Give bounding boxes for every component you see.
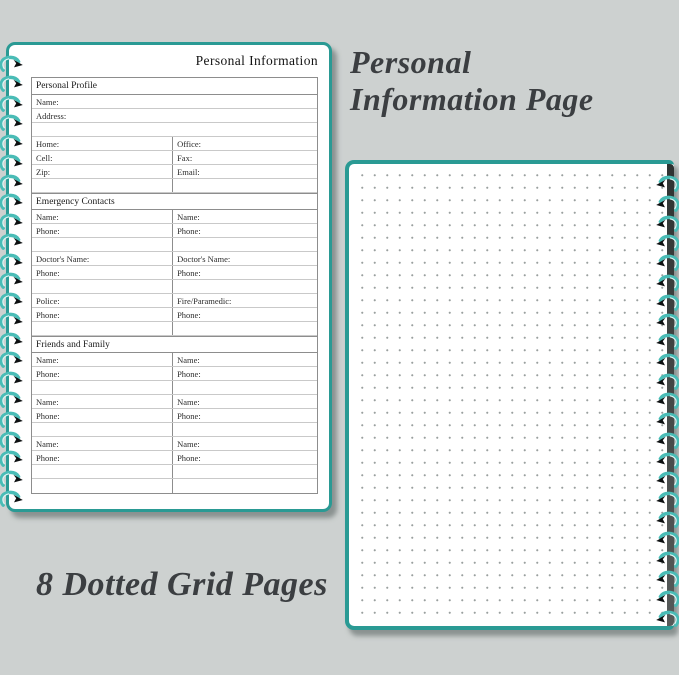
field-label: Name: (177, 438, 200, 449)
form-row (32, 409, 317, 423)
form-row (32, 109, 317, 123)
spiral-coil-icon (653, 551, 679, 568)
spiral-coil-icon (653, 195, 679, 212)
spiral-coil-icon (0, 75, 26, 92)
spiral-coil-icon (0, 233, 26, 250)
field-label (32, 479, 173, 493)
field-label: Phone: (32, 367, 173, 380)
caption-line-2: Information Page (350, 81, 594, 117)
form-row (32, 451, 317, 465)
section-header (32, 193, 317, 210)
field-label: Cell: (32, 151, 173, 164)
form-row (32, 224, 317, 238)
form-row (32, 367, 317, 381)
field-label: Name: (36, 96, 59, 107)
spiral-coil-icon (653, 392, 679, 409)
form-row (32, 395, 317, 409)
field-label: Name: (32, 437, 173, 450)
spiral-coil-icon (0, 431, 26, 448)
spiral-coil-icon (653, 531, 679, 548)
field-label: Phone: (32, 266, 173, 279)
field-label: Name: (32, 210, 173, 223)
spiral-coil-icon (0, 253, 26, 270)
field-label (173, 423, 317, 436)
form-row (32, 266, 317, 280)
personal-info-notebook (6, 42, 332, 512)
form-row (32, 95, 317, 109)
form-row (32, 381, 317, 395)
spiral-coil-icon (0, 371, 26, 388)
section-title: Emergency Contacts (36, 196, 115, 207)
form-row (32, 137, 317, 151)
field-label: Phone: (177, 410, 201, 421)
spiral-coil-icon (653, 215, 679, 232)
spiral-coil-icon (0, 312, 26, 329)
spiral-coil-icon (0, 154, 26, 171)
caption-line-1: Personal (350, 44, 472, 80)
form-row (32, 280, 317, 294)
field-label: Phone: (177, 309, 201, 320)
field-label: Name: (177, 211, 200, 222)
field-label: Home: (32, 137, 173, 150)
spiral-binding-left (0, 55, 26, 507)
caption-personal-information-page (350, 44, 594, 118)
form-row (32, 179, 317, 193)
dotted-grid-notebook (345, 160, 674, 630)
field-label: Police: (32, 294, 173, 307)
form-row (32, 238, 317, 252)
field-label: Office: (177, 138, 201, 149)
caption-dotted-grid-pages: 8 Dotted Grid Pages (36, 566, 328, 603)
field-label: Name: (32, 395, 173, 408)
field-label: Fax: (177, 152, 193, 163)
page-title: Personal Information (195, 53, 318, 68)
form-row (32, 353, 317, 367)
field-label (173, 280, 317, 293)
section-header (32, 336, 317, 353)
section-header (32, 78, 317, 95)
field-label: Fire/Paramedic: (177, 295, 232, 306)
dot-grid-page (351, 166, 664, 624)
form-row (32, 252, 317, 266)
field-label: Name: (177, 354, 200, 365)
spiral-coil-icon (0, 134, 26, 151)
field-label: Phone: (32, 224, 173, 237)
spiral-coil-icon (0, 411, 26, 428)
spiral-coil-icon (653, 452, 679, 469)
spiral-coil-icon (653, 412, 679, 429)
field-label (173, 381, 317, 394)
spiral-coil-icon (0, 332, 26, 349)
spiral-coil-icon (0, 272, 26, 289)
field-label: Phone: (177, 368, 201, 379)
field-label: Name: (177, 396, 200, 407)
field-label (173, 479, 317, 493)
field-label (173, 238, 317, 251)
field-label: Address: (36, 110, 67, 121)
field-label (32, 179, 173, 192)
field-label: Name: (32, 353, 173, 366)
spiral-coil-icon (653, 353, 679, 370)
form-row (32, 308, 317, 322)
spiral-coil-icon (653, 294, 679, 311)
form-row (32, 423, 317, 437)
field-label (173, 179, 317, 192)
spiral-coil-icon (0, 292, 26, 309)
spiral-coil-icon (653, 471, 679, 488)
field-label: Doctor's Name: (32, 252, 173, 265)
form-row (32, 210, 317, 224)
spiral-coil-icon (0, 213, 26, 230)
spiral-coil-icon (0, 95, 26, 112)
form-row (32, 465, 317, 479)
form-row (32, 322, 317, 336)
field-label (32, 238, 173, 251)
form-row (32, 479, 317, 493)
spiral-coil-icon (0, 470, 26, 487)
spiral-coil-icon (0, 55, 26, 72)
field-label (32, 123, 317, 136)
field-label (32, 423, 173, 436)
spiral-coil-icon (0, 391, 26, 408)
section-title: Personal Profile (36, 81, 97, 91)
spiral-coil-icon (653, 610, 679, 627)
field-label: Phone: (32, 451, 173, 464)
spiral-coil-icon (653, 570, 679, 587)
field-label (32, 381, 173, 394)
field-label (32, 465, 173, 478)
spiral-coil-icon (0, 351, 26, 368)
spiral-binding-right (653, 175, 679, 627)
spiral-coil-icon (0, 114, 26, 131)
spiral-coil-icon (653, 373, 679, 390)
spiral-coil-icon (653, 590, 679, 607)
spiral-coil-icon (653, 491, 679, 508)
spiral-coil-icon (653, 432, 679, 449)
spiral-coil-icon (0, 193, 26, 210)
field-label: Phone: (32, 409, 173, 422)
field-label: Phone: (32, 308, 173, 321)
field-label: Email: (177, 166, 200, 177)
spiral-coil-icon (0, 450, 26, 467)
field-label: Phone: (177, 267, 201, 278)
spiral-coil-icon (653, 234, 679, 251)
field-label (32, 322, 173, 335)
field-label: Phone: (177, 452, 201, 463)
personal-form (31, 77, 318, 494)
spiral-coil-icon (653, 274, 679, 291)
spiral-coil-icon (653, 511, 679, 528)
section-title: Friends and Family (36, 339, 110, 350)
field-label (173, 322, 317, 335)
form-row (32, 151, 317, 165)
form-row (32, 165, 317, 179)
field-label: Doctor's Name: (177, 253, 231, 264)
spiral-coil-icon (653, 254, 679, 271)
field-label: Zip: (32, 165, 173, 178)
spiral-coil-icon (0, 490, 26, 507)
field-label: Phone: (177, 225, 201, 236)
spiral-coil-icon (653, 175, 679, 192)
form-row (32, 437, 317, 451)
field-label (32, 280, 173, 293)
field-label (173, 465, 317, 478)
spiral-coil-icon (653, 313, 679, 330)
form-row (32, 123, 317, 137)
spiral-coil-icon (0, 174, 26, 191)
form-row (32, 294, 317, 308)
spiral-coil-icon (653, 333, 679, 350)
